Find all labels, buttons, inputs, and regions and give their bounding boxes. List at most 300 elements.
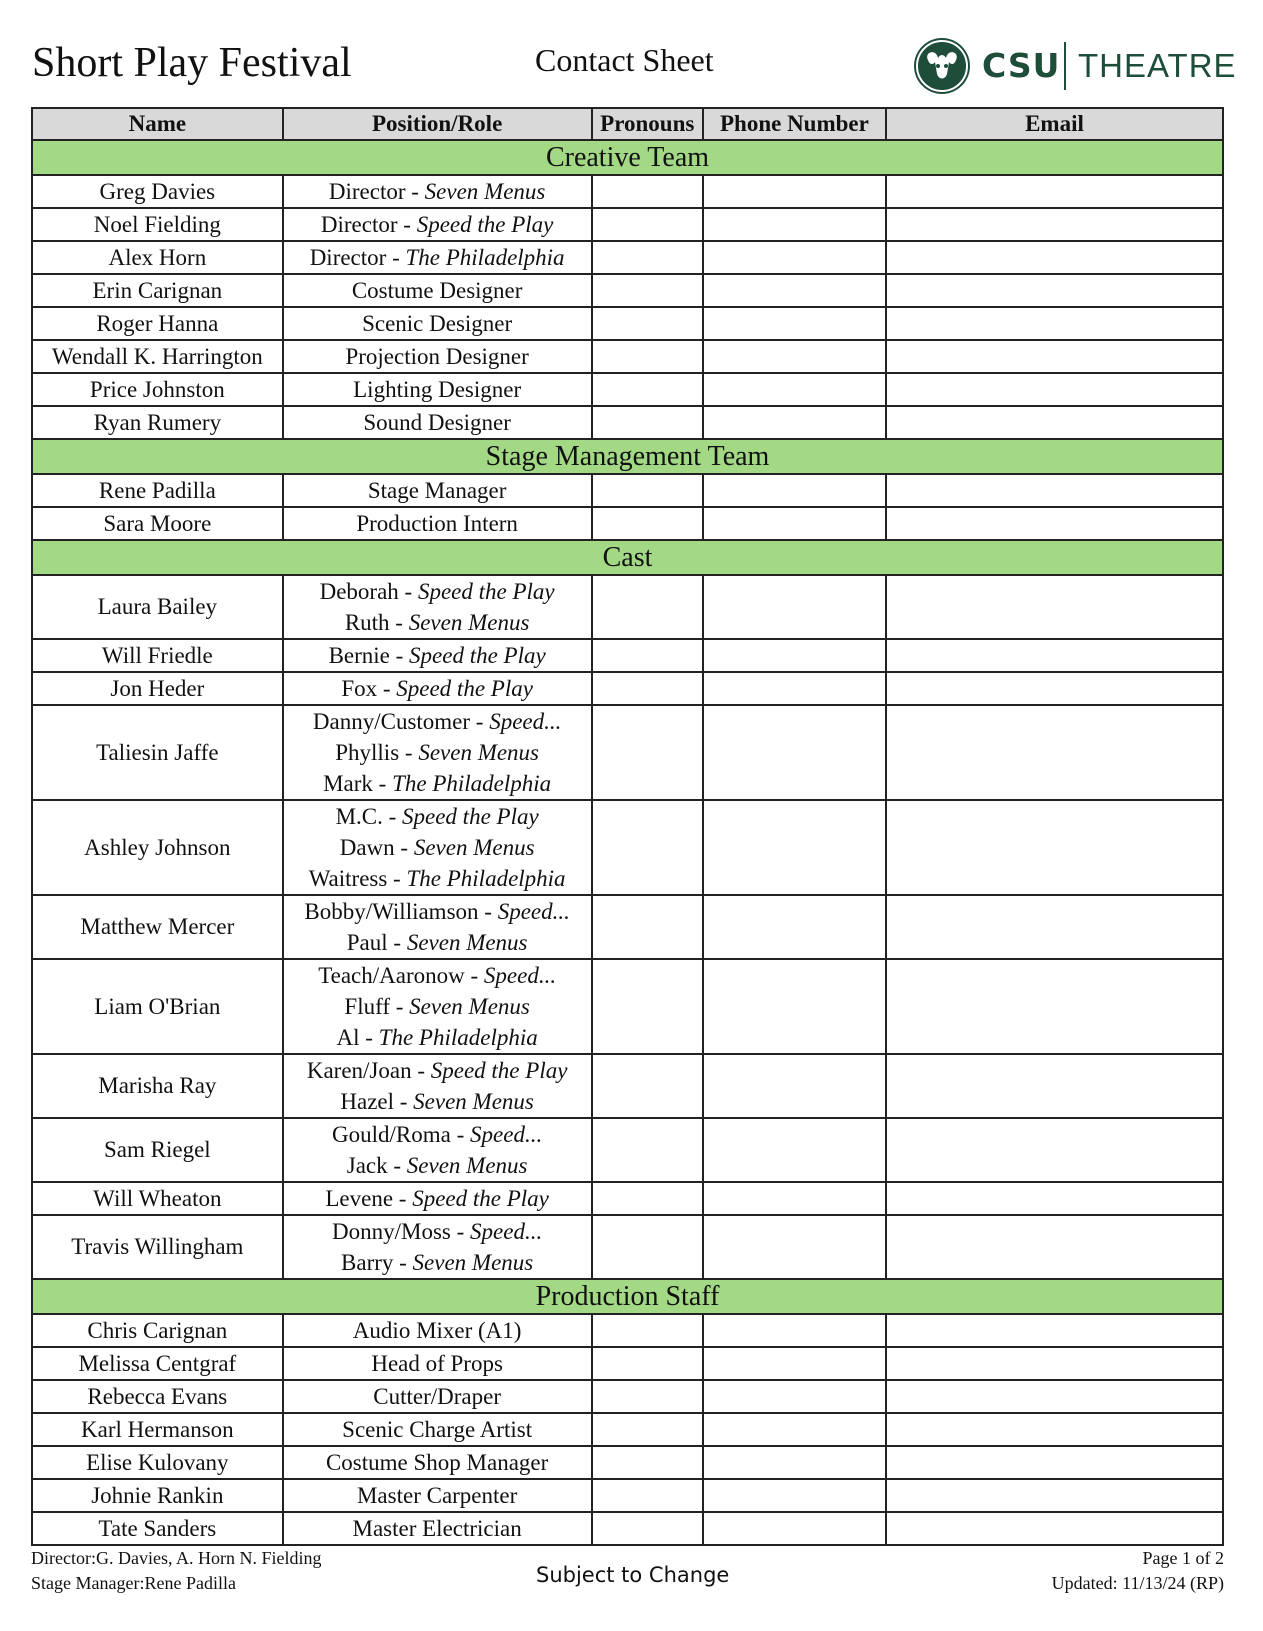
cell-email: [886, 1446, 1223, 1479]
cell-role: [283, 373, 592, 406]
cell-pronouns: [592, 575, 703, 639]
cell-email: [886, 1512, 1223, 1545]
show-title: Seven Menus: [424, 179, 546, 204]
role-line: [284, 768, 591, 799]
cell-role: [283, 1413, 592, 1446]
page-title: Short Play Festival: [32, 40, 352, 86]
section-title: Production Staff: [32, 1279, 1223, 1314]
cell-email: [886, 175, 1223, 208]
section-row: [32, 439, 1223, 474]
cell-pronouns: [592, 373, 703, 406]
cell-role: [283, 1118, 592, 1182]
role-title: Fox -: [341, 676, 397, 701]
table-row: [32, 406, 1223, 439]
column-header-role: Position/Role: [283, 108, 592, 140]
role-line: [284, 1348, 591, 1379]
show-title: Seven Menus: [408, 610, 530, 635]
show-title: Speed the Play: [430, 1058, 568, 1083]
cell-name: Taliesin Jaffe: [32, 705, 283, 800]
role-title: Barry -: [341, 1250, 413, 1275]
role-line: [284, 308, 591, 339]
role-title: Al -: [336, 1025, 379, 1050]
cell-phone: [703, 373, 886, 406]
cell-phone: [703, 1054, 886, 1118]
cell-name: Greg Davies: [32, 175, 283, 208]
cell-pronouns: [592, 1512, 703, 1545]
cell-phone: [703, 1380, 886, 1413]
cell-name: Price Johnston: [32, 373, 283, 406]
section-row: [32, 1279, 1223, 1314]
show-title: Seven Menus: [412, 1250, 534, 1275]
role-line: [284, 1119, 591, 1150]
role-title: Director -: [328, 179, 425, 204]
cell-email: [886, 208, 1223, 241]
role-line: [284, 863, 591, 894]
role-line: [284, 1513, 591, 1544]
table-row: [32, 639, 1223, 672]
table-row: [32, 1380, 1223, 1413]
column-header-name: Name: [32, 108, 283, 140]
cell-phone: [703, 208, 886, 241]
cell-phone: [703, 895, 886, 959]
cell-email: [886, 1118, 1223, 1182]
cell-role: [283, 1182, 592, 1215]
cell-pronouns: [592, 1413, 703, 1446]
cell-pronouns: [592, 1215, 703, 1279]
cell-phone: [703, 800, 886, 895]
cell-role: [283, 800, 592, 895]
cell-role: [283, 175, 592, 208]
table-row: [32, 507, 1223, 540]
cell-email: [886, 1182, 1223, 1215]
role-line: [284, 1480, 591, 1511]
cell-phone: [703, 474, 886, 507]
cell-role: [283, 474, 592, 507]
contact-table: [31, 107, 1224, 1546]
show-title: Speed the Play: [417, 579, 555, 604]
cell-name: Marisha Ray: [32, 1054, 283, 1118]
cell-name: Tate Sanders: [32, 1512, 283, 1545]
cell-email: [886, 340, 1223, 373]
cell-name: Erin Carignan: [32, 274, 283, 307]
table-row: [32, 373, 1223, 406]
table-row: [32, 1413, 1223, 1446]
cell-pronouns: [592, 307, 703, 340]
cell-pronouns: [592, 241, 703, 274]
cell-email: [886, 575, 1223, 639]
role-title: Karen/Joan -: [306, 1058, 431, 1083]
role-line: [284, 1315, 591, 1346]
role-title: Master Carpenter: [356, 1483, 518, 1508]
show-title: Speed...: [497, 899, 570, 924]
role-title: Stage Manager: [367, 478, 507, 503]
cell-name: Laura Bailey: [32, 575, 283, 639]
footer-credits: [31, 1546, 321, 1596]
cell-name: Will Friedle: [32, 639, 283, 672]
cell-role: [283, 1446, 592, 1479]
cell-name: Jon Heder: [32, 672, 283, 705]
role-line: [284, 176, 591, 207]
cell-phone: [703, 1512, 886, 1545]
show-title: The Philadelphia: [406, 866, 566, 891]
cell-pronouns: [592, 507, 703, 540]
table-row: [32, 672, 1223, 705]
page-subtitle: Contact Sheet: [535, 42, 714, 78]
cell-email: [886, 639, 1223, 672]
logo-divider: [1064, 42, 1066, 90]
role-title: Master Electrician: [352, 1516, 522, 1541]
show-title: Speed...: [489, 709, 562, 734]
cell-phone: [703, 1215, 886, 1279]
cell-pronouns: [592, 340, 703, 373]
section-row: [32, 540, 1223, 575]
role-title: Fluff -: [344, 994, 410, 1019]
role-title: Waitress -: [308, 866, 407, 891]
cell-name: Rene Padilla: [32, 474, 283, 507]
role-line: [284, 242, 591, 273]
table-row: [32, 959, 1223, 1054]
role-line: [284, 374, 591, 405]
cell-email: [886, 406, 1223, 439]
role-title: Paul -: [346, 930, 407, 955]
cell-phone: [703, 307, 886, 340]
cell-name: Wendall K. Harrington: [32, 340, 283, 373]
show-title: The Philadelphia: [392, 771, 552, 796]
cell-name: Sara Moore: [32, 507, 283, 540]
role-title: Projection Designer: [345, 344, 529, 369]
role-title: Bobby/Williamson -: [304, 899, 498, 924]
role-line: [284, 1381, 591, 1412]
header-row: [32, 108, 1223, 140]
cell-pronouns: [592, 1314, 703, 1347]
role-title: Hazel -: [340, 1089, 414, 1114]
cell-pronouns: [592, 959, 703, 1054]
role-line: [284, 737, 591, 768]
show-title: Seven Menus: [406, 930, 528, 955]
role-title: Bernie -: [328, 643, 410, 668]
table-body: [32, 140, 1223, 1545]
cell-name: Elise Kulovany: [32, 1446, 283, 1479]
cell-name: Melissa Centgraf: [32, 1347, 283, 1380]
cell-phone: [703, 639, 886, 672]
ram-logo-icon: [914, 38, 970, 94]
show-title: Speed the Play: [409, 643, 546, 668]
role-title: Gould/Roma -: [332, 1122, 471, 1147]
role-title: Costume Designer: [351, 278, 523, 303]
role-line: [284, 706, 591, 737]
cell-pronouns: [592, 705, 703, 800]
cell-email: [886, 705, 1223, 800]
cell-name: Chris Carignan: [32, 1314, 283, 1347]
role-line: [284, 1447, 591, 1478]
cell-email: [886, 1314, 1223, 1347]
role-title: Cutter/Draper: [373, 1384, 501, 1409]
show-title: Speed...: [470, 1219, 543, 1244]
section-title: Cast: [32, 540, 1223, 575]
cell-phone: [703, 672, 886, 705]
cell-name: Ryan Rumery: [32, 406, 283, 439]
show-title: Seven Menus: [406, 1153, 528, 1178]
cell-phone: [703, 1479, 886, 1512]
role-line: [284, 275, 591, 306]
role-line: [284, 1022, 591, 1053]
role-title: Dawn -: [339, 835, 414, 860]
table-row: [32, 705, 1223, 800]
cell-role: [283, 208, 592, 241]
cell-pronouns: [592, 474, 703, 507]
role-title: Teach/Aaronow -: [318, 963, 484, 988]
cell-phone: [703, 241, 886, 274]
cell-email: [886, 672, 1223, 705]
role-title: M.C. -: [335, 804, 403, 829]
table-row: [32, 1215, 1223, 1279]
cell-phone: [703, 1446, 886, 1479]
table-row: [32, 1512, 1223, 1545]
cell-role: [283, 1054, 592, 1118]
table-row: [32, 241, 1223, 274]
role-title: Mark -: [323, 771, 393, 796]
role-title: Jack -: [346, 1153, 407, 1178]
cell-pronouns: [592, 1479, 703, 1512]
role-line: [284, 508, 591, 539]
cell-email: [886, 1215, 1223, 1279]
show-title: Speed the Play: [416, 212, 554, 237]
cell-pronouns: [592, 895, 703, 959]
cell-name: Will Wheaton: [32, 1182, 283, 1215]
table-row: [32, 175, 1223, 208]
cell-phone: [703, 1182, 886, 1215]
table-row: [32, 1347, 1223, 1380]
table-row: [32, 1314, 1223, 1347]
cell-name: Travis Willingham: [32, 1215, 283, 1279]
show-title: Seven Menus: [409, 994, 530, 1019]
show-title: Speed the Play: [402, 804, 539, 829]
cell-name: Liam O'Brian: [32, 959, 283, 1054]
cell-pronouns: [592, 1347, 703, 1380]
role-title: Director -: [320, 212, 417, 237]
cell-phone: [703, 507, 886, 540]
role-title: Sound Designer: [363, 410, 511, 435]
role-line: [284, 832, 591, 863]
cell-email: [886, 1479, 1223, 1512]
cell-name: Roger Hanna: [32, 307, 283, 340]
cell-name: Sam Riegel: [32, 1118, 283, 1182]
role-line: [284, 1086, 591, 1117]
role-line: [284, 607, 591, 638]
role-line: [284, 1183, 591, 1214]
show-title: Seven Menus: [418, 740, 540, 765]
cell-pronouns: [592, 672, 703, 705]
cell-role: [283, 575, 592, 639]
cell-email: [886, 1380, 1223, 1413]
cell-pronouns: [592, 406, 703, 439]
role-title: Ruth -: [344, 610, 409, 635]
role-line: [284, 209, 591, 240]
footer-page-number: Page 1 of 2: [1142, 1548, 1224, 1568]
role-title: Director -: [309, 245, 406, 270]
cell-email: [886, 895, 1223, 959]
role-line: [284, 991, 591, 1022]
cell-role: [283, 406, 592, 439]
role-title: Lighting Designer: [353, 377, 522, 402]
cell-email: [886, 307, 1223, 340]
role-title: Deborah -: [319, 579, 418, 604]
cell-phone: [703, 575, 886, 639]
table-row: [32, 800, 1223, 895]
section-title: Creative Team: [32, 140, 1223, 175]
role-line: [284, 801, 591, 832]
table-row: [32, 1446, 1223, 1479]
footer-page-info: [1052, 1546, 1224, 1596]
logo-theatre-text: THEATRE: [1078, 47, 1237, 84]
role-line: [284, 640, 591, 671]
column-header-pronouns: Pronouns: [592, 108, 703, 140]
table-row: [32, 274, 1223, 307]
cell-email: [886, 241, 1223, 274]
cell-pronouns: [592, 1118, 703, 1182]
role-title: Head of Props: [371, 1351, 503, 1376]
role-title: Phyllis -: [335, 740, 419, 765]
table-row: [32, 307, 1223, 340]
cell-pronouns: [592, 1446, 703, 1479]
table-row: [32, 1182, 1223, 1215]
role-title: Levene -: [325, 1186, 413, 1211]
cell-name: Rebecca Evans: [32, 1380, 283, 1413]
cell-phone: [703, 1118, 886, 1182]
table-row: [32, 1479, 1223, 1512]
cell-email: [886, 1413, 1223, 1446]
cell-phone: [703, 1347, 886, 1380]
role-line: [284, 927, 591, 958]
role-title: Production Intern: [356, 511, 518, 536]
section-row: [32, 140, 1223, 175]
table-row: [32, 895, 1223, 959]
cell-email: [886, 959, 1223, 1054]
table-row: [32, 208, 1223, 241]
role-title: Danny/Customer -: [312, 709, 490, 734]
show-title: Seven Menus: [413, 1089, 534, 1114]
cell-pronouns: [592, 1182, 703, 1215]
cell-email: [886, 507, 1223, 540]
cell-name: Noel Fielding: [32, 208, 283, 241]
cell-phone: [703, 705, 886, 800]
cell-role: [283, 340, 592, 373]
table-row: [32, 575, 1223, 639]
cell-phone: [703, 340, 886, 373]
cell-email: [886, 373, 1223, 406]
table-row: [32, 1054, 1223, 1118]
role-line: [284, 1216, 591, 1247]
cell-role: [283, 1347, 592, 1380]
cell-role: [283, 1512, 592, 1545]
cell-role: [283, 241, 592, 274]
role-line: [284, 1055, 591, 1086]
csu-theatre-logo: [914, 38, 1237, 94]
cell-pronouns: [592, 1054, 703, 1118]
cell-email: [886, 474, 1223, 507]
cell-name: Karl Hermanson: [32, 1413, 283, 1446]
cell-pronouns: [592, 800, 703, 895]
cell-role: [283, 639, 592, 672]
cell-phone: [703, 274, 886, 307]
cell-role: [283, 895, 592, 959]
role-line: [284, 1414, 591, 1445]
cell-name: Alex Horn: [32, 241, 283, 274]
role-line: [284, 673, 591, 704]
role-line: [284, 341, 591, 372]
column-header-email: Email: [886, 108, 1223, 140]
cell-name: Johnie Rankin: [32, 1479, 283, 1512]
role-line: [284, 960, 591, 991]
cell-phone: [703, 1314, 886, 1347]
cell-pronouns: [592, 639, 703, 672]
table-row: [32, 1118, 1223, 1182]
cell-email: [886, 800, 1223, 895]
footer-notice: Subject to Change: [536, 1563, 730, 1587]
footer-stage-manager: Stage Manager:Rene Padilla: [31, 1573, 236, 1593]
footer-director: Director:G. Davies, A. Horn N. Fielding: [31, 1548, 322, 1568]
cell-role: [283, 274, 592, 307]
cell-email: [886, 1054, 1223, 1118]
table-row: [32, 474, 1223, 507]
role-title: Costume Shop Manager: [325, 1450, 549, 1475]
show-title: Seven Menus: [413, 835, 535, 860]
cell-phone: [703, 959, 886, 1054]
show-title: Speed...: [470, 1122, 543, 1147]
cell-role: [283, 1380, 592, 1413]
role-line: [284, 1247, 591, 1278]
cell-email: [886, 274, 1223, 307]
cell-pronouns: [592, 274, 703, 307]
cell-pronouns: [592, 208, 703, 241]
role-line: [284, 407, 591, 438]
show-title: Speed the Play: [396, 676, 533, 701]
role-line: [284, 475, 591, 506]
cell-name: Ashley Johnson: [32, 800, 283, 895]
role-line: [284, 896, 591, 927]
cell-role: [283, 1215, 592, 1279]
role-line: [284, 1150, 591, 1181]
role-title: Scenic Designer: [362, 311, 513, 336]
cell-phone: [703, 175, 886, 208]
cell-role: [283, 672, 592, 705]
footer-updated: Updated: 11/13/24 (RP): [1051, 1573, 1224, 1593]
cell-phone: [703, 406, 886, 439]
logo-csu-text: CSU: [982, 46, 1061, 85]
cell-pronouns: [592, 175, 703, 208]
role-title: Audio Mixer (A1): [352, 1318, 522, 1343]
role-line: [284, 576, 591, 607]
show-title: The Philadelphia: [405, 245, 565, 270]
table-row: [32, 340, 1223, 373]
cell-role: [283, 1479, 592, 1512]
cell-email: [886, 1347, 1223, 1380]
show-title: Speed the Play: [412, 1186, 549, 1211]
show-title: The Philadelphia: [378, 1025, 538, 1050]
cell-role: [283, 959, 592, 1054]
role-title: Donny/Moss -: [332, 1219, 471, 1244]
section-title: Stage Management Team: [32, 439, 1223, 474]
column-header-phone: Phone Number: [703, 108, 886, 140]
cell-role: [283, 307, 592, 340]
show-title: Speed...: [483, 963, 557, 988]
cell-role: [283, 507, 592, 540]
cell-role: [283, 1314, 592, 1347]
cell-phone: [703, 1413, 886, 1446]
role-title: Scenic Charge Artist: [342, 1417, 533, 1442]
cell-role: [283, 705, 592, 800]
cell-pronouns: [592, 1380, 703, 1413]
